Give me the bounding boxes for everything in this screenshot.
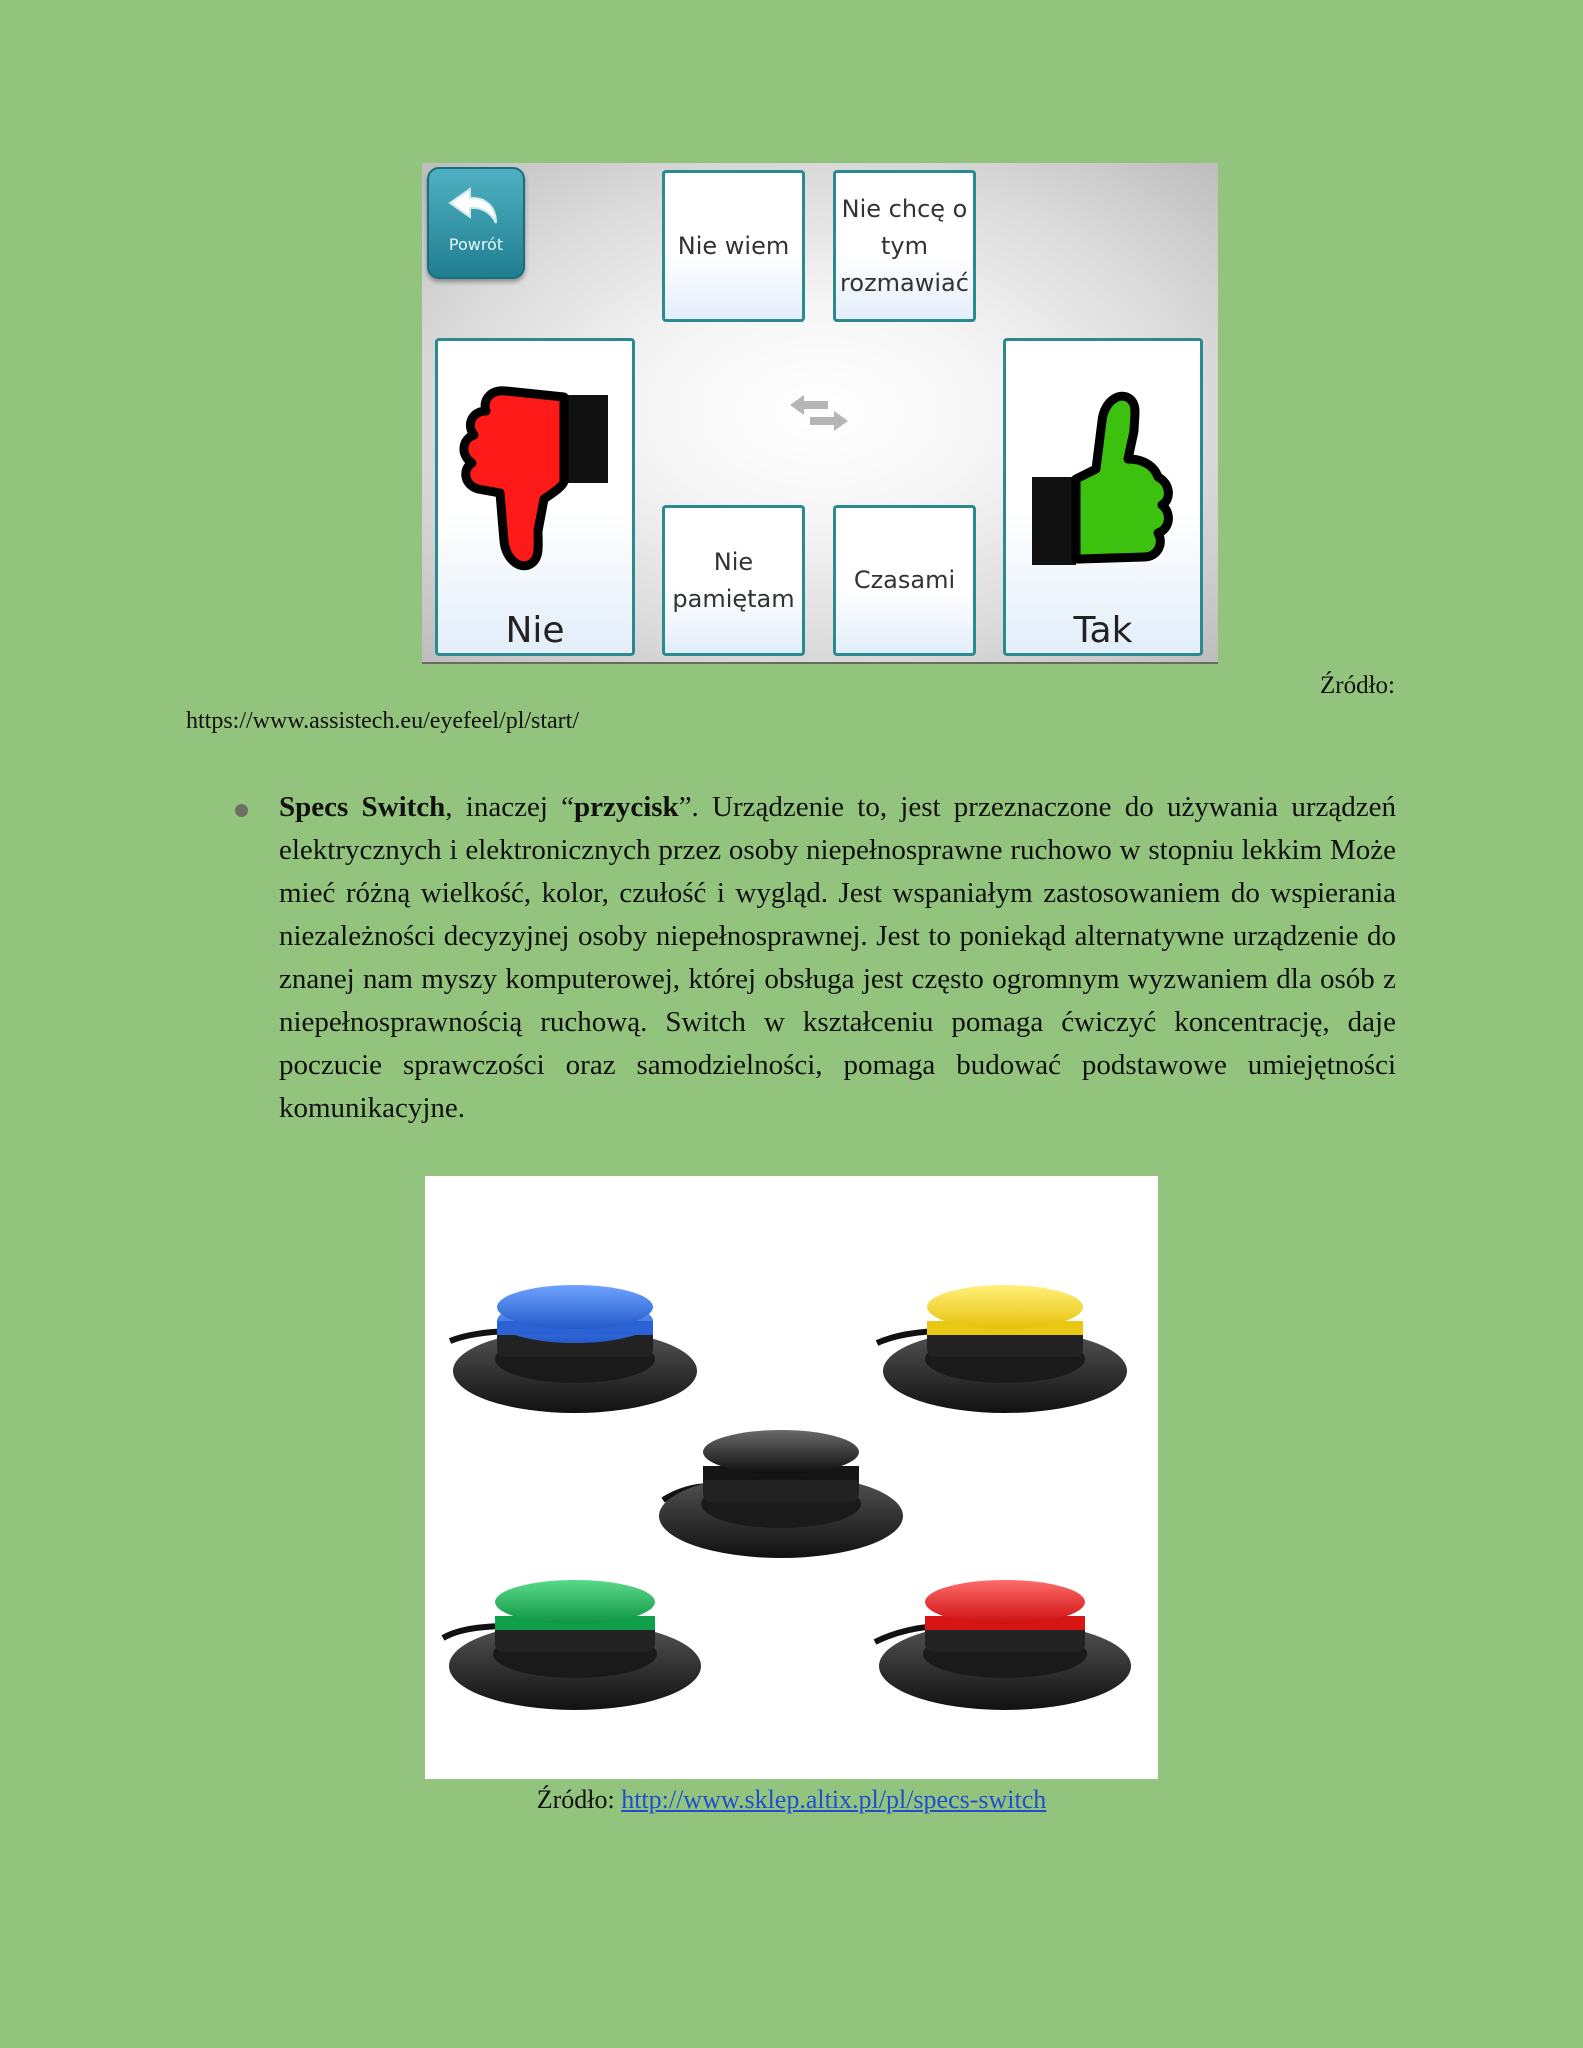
source1-url: https://www.assistech.eu/eyefeel/pl/start/ xyxy=(186,708,580,734)
source1-label: Źródło: xyxy=(1320,672,1395,699)
tile-dont-want-line2: tym xyxy=(881,231,928,260)
tile-dont-remember-line1: Nie xyxy=(713,547,754,576)
green-switch xyxy=(443,1580,701,1710)
yellow-switch xyxy=(877,1285,1127,1413)
red-switch xyxy=(875,1580,1131,1710)
tile-sometimes[interactable] xyxy=(833,505,976,656)
tile-dont-remember-line2: pamiętam xyxy=(672,584,795,613)
paragraph-text-1: , inaczej “ xyxy=(445,791,574,823)
source2-link[interactable]: http://www.sklep.altix.pl/pl/specs-switch xyxy=(621,1785,1047,1814)
tile-dont-remember[interactable] xyxy=(662,505,805,656)
tile-yes-label: Tak xyxy=(1073,610,1133,651)
tile-yes[interactable] xyxy=(1003,338,1203,656)
term-specs-switch: Specs Switch xyxy=(279,791,446,823)
thumbs-down-icon xyxy=(452,381,622,581)
blue-switch xyxy=(450,1285,697,1413)
back-button[interactable] xyxy=(427,167,525,279)
specs-switch-photo xyxy=(425,1176,1158,1779)
term-przycisk: przycisk xyxy=(573,791,679,823)
tile-sometimes-label: Czasami xyxy=(853,566,956,594)
bullet-point xyxy=(235,804,248,817)
tile-dont-know[interactable] xyxy=(662,170,805,322)
thumbs-up-icon xyxy=(1020,381,1190,581)
specs-switch-paragraph xyxy=(279,786,1396,1130)
eyefeel-board-image xyxy=(422,163,1218,664)
source2-caption xyxy=(0,1785,1583,1815)
switch-buttons-illustration xyxy=(425,1176,1158,1779)
swap-arrows-icon xyxy=(788,391,850,435)
tile-dont-want-line1: Nie chcę o xyxy=(841,194,968,223)
tile-dont-want-to-talk[interactable] xyxy=(833,170,976,322)
black-switch xyxy=(659,1430,903,1558)
back-label: Powrót xyxy=(448,235,504,254)
tile-dont-want-line3: rozmawiać xyxy=(840,268,969,297)
tile-no[interactable] xyxy=(435,338,635,656)
tile-dont-know-label: Nie wiem xyxy=(677,231,790,260)
back-arrow-icon xyxy=(444,183,508,231)
tile-no-label: Nie xyxy=(505,610,565,651)
source2-label: Źródło: xyxy=(536,1785,622,1814)
paragraph-text-2: ”. Urządzenie to, jest przeznaczone do używania urządzeń elektrycznych i elektronicznych przez osoby niepełnosprawne ruchowo w stopniu lekkim Może mieć różną wielkość, kolor, czułość i wygląd. Jest wspaniałym zastosowaniem do wspierania niezależności decyzyjnej osoby niepełnosprawnej. Jest to poniekąd alternatywne urządzenie do znanej nam myszy komputerowej, której obsługa jest często ogromnym wyzwaniem dla osób z niepełnosprawnością ruchową. Switch w kształceniu pomaga ćwiczyć koncentrację, daje poczucie sprawczości oraz samodzielności, pomaga budować podstawowe umiejętności komunikacyjne. xyxy=(279,791,1396,1124)
